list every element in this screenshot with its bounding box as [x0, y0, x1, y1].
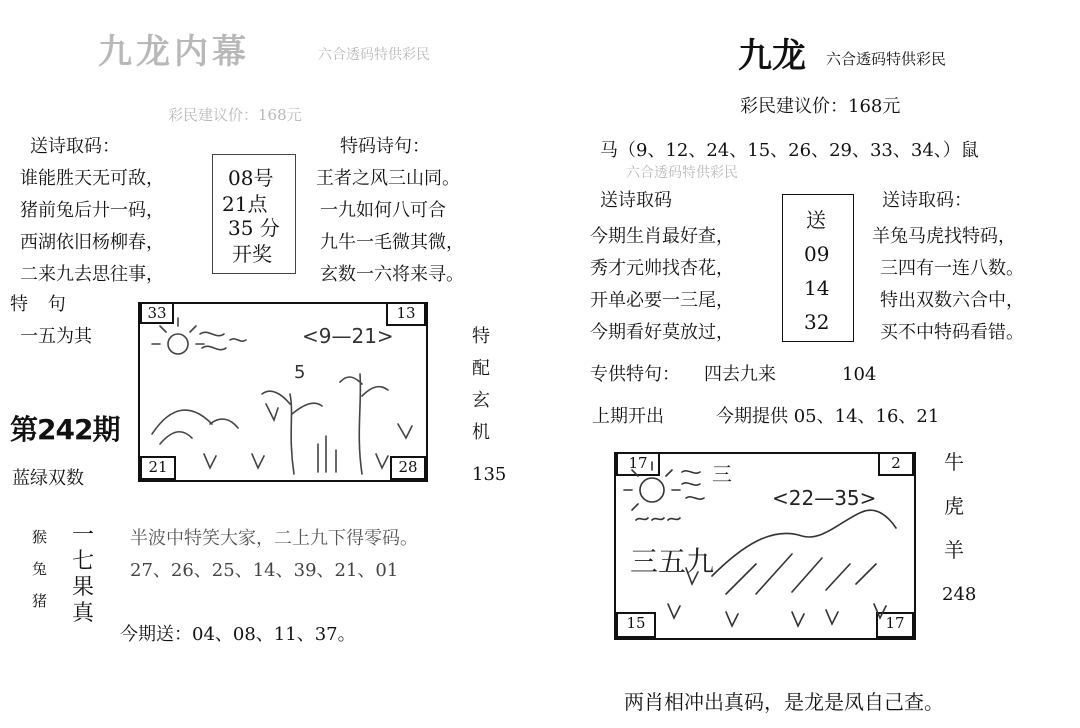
today-send: 今期送：04、08、11、37。: [120, 624, 356, 645]
corner-number: 17: [616, 452, 660, 476]
today-provide: 今期提供 05、14、16、21: [716, 406, 940, 427]
right-bottom-line: 两肖相冲出真码，是龙是凤自己查。: [624, 690, 944, 714]
left-title: 九龙内幕: [98, 32, 250, 72]
price-line: 彩民建议价：168元: [740, 96, 901, 117]
corner-number: 2: [878, 452, 914, 476]
zhuan-gong-number: 104: [842, 364, 877, 385]
right-poem-left: 秀才元帅找杏花，: [590, 258, 734, 279]
right-poem-right: 羊兔马虎找特码，: [872, 226, 1016, 247]
right-poem-left: 开单必要一三尾，: [590, 290, 734, 311]
corner-number: 13: [386, 302, 426, 326]
left-poem-line: 西湖依旧杨柳春，: [20, 232, 164, 253]
vertical-phrase-char: 真: [72, 601, 95, 626]
right-title-sub: 六合透码特供彩民: [826, 50, 947, 68]
left-poem-line: 谁能胜天无可敌，: [20, 168, 164, 189]
send-box-item: 送: [806, 208, 826, 232]
draw-info-number: 08号: [228, 166, 274, 190]
vertical-phrase-char: 七: [72, 549, 95, 574]
left-side-char: 玄: [472, 390, 490, 411]
left-faded-line: 彩民建议价：168元: [168, 106, 302, 124]
te-ju-text: 一五为其: [20, 326, 92, 347]
left-sketch-text: <9—21>: [302, 324, 394, 348]
corner-number: 17: [876, 612, 914, 638]
left-poem-line: 猪前兔后廾一码，: [20, 200, 164, 221]
zodiac-item: 猴: [32, 528, 48, 546]
send-box-item: 14: [804, 276, 830, 300]
left-verse-line: 九牛一毛微其微，: [320, 232, 464, 253]
right-poem-right: 三四有一连八数。: [880, 258, 1024, 279]
last-open-label: 上期开出: [592, 406, 664, 427]
left-poem-line: 二来九去思往事，: [20, 264, 164, 285]
song-shi-right: 送诗取码：: [882, 190, 972, 211]
right-sketch-san: 三: [712, 462, 732, 486]
zhuan-gong-text: 四去九来: [704, 364, 776, 385]
vertical-phrase-char: 果: [72, 575, 95, 600]
vertical-phrase-char: 一: [72, 523, 95, 548]
corner-number: 15: [616, 612, 656, 638]
left-song-shi-label: 送诗取码：: [30, 136, 120, 157]
corner-number: 28: [390, 456, 426, 480]
right-side-char: 羊: [944, 538, 964, 562]
left-sketch-num5: 5: [294, 362, 306, 383]
left-verse-line: 玄数一六将来寻。: [320, 264, 464, 285]
zhuan-gong-label: 专供特句：: [590, 364, 680, 385]
left-side-char: 配: [472, 358, 490, 379]
corner-number: 21: [140, 456, 176, 480]
left-verse-line: 王者之风三山同。: [316, 168, 460, 189]
wave-line: 半波中特笑大家，二上九下得零码。: [130, 528, 418, 549]
draw-info-open: 开奖: [232, 242, 272, 266]
send-box-item: 09: [804, 242, 830, 266]
right-poem-right: 买不中特码看错。: [880, 322, 1024, 343]
horse-line: 马（9、12、24、15、26、29、33、34、）鼠: [600, 140, 979, 161]
left-side-char: 特: [472, 326, 490, 347]
corner-number: 33: [140, 302, 174, 324]
right-poem-left: 今期看好莫放过，: [590, 322, 734, 343]
right-sketch-range: <22—35>: [772, 486, 877, 510]
right-title: 九龙: [738, 36, 806, 76]
right-faded-line: 六合透码特供彩民: [626, 165, 738, 181]
numbers-line: 27、26、25、14、39、21、01: [130, 560, 399, 581]
left-verse-line: 一九如何八可合: [320, 200, 446, 221]
send-box-item: 32: [804, 310, 830, 334]
right-side-number: 248: [942, 584, 977, 605]
right-side-char: 牛: [944, 450, 964, 474]
left-side-number: 135: [472, 464, 507, 485]
draw-info-minute: 35 分: [228, 216, 280, 240]
zodiac-item: 猪: [32, 592, 48, 610]
te-ju-label: 特 句: [10, 294, 66, 315]
right-poem-right: 特出双数六合中，: [880, 290, 1024, 311]
left-side-char: 机: [472, 422, 490, 443]
right-sketch-sanwujiu: 三五九: [630, 545, 715, 578]
left-title-sub: 六合透码特供彩民: [318, 47, 430, 63]
zodiac-item: 兔: [32, 560, 48, 578]
right-side-char: 虎: [944, 494, 964, 518]
blue-green-text: 蓝绿双数: [12, 468, 84, 489]
draw-info-hour: 21点: [222, 192, 268, 216]
issue-number: 第242期: [10, 413, 120, 446]
left-te-ma-shi-ju-label: 特码诗句：: [340, 136, 430, 157]
song-shi-left: 送诗取码: [600, 190, 672, 211]
right-poem-left: 今期生肖最好查，: [590, 226, 734, 247]
